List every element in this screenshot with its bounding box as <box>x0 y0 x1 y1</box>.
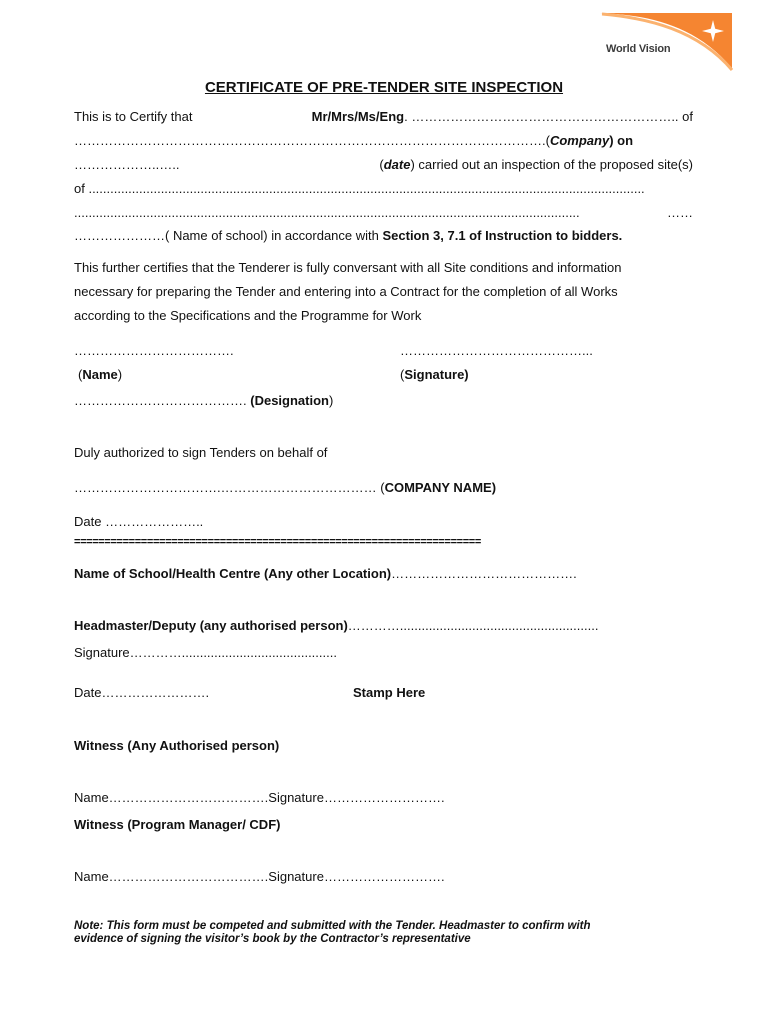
date-open: ( <box>379 157 384 172</box>
company-label: Company <box>549 133 610 148</box>
name-label-text: Name <box>82 367 118 382</box>
name-label <box>78 367 122 382</box>
witness-1-label: Witness (Any Authorised person) <box>74 738 280 753</box>
site-blank-end: …… <box>667 205 693 220</box>
certify-line-1: This further certifies that the Tenderer is fully conversant with all Site conditions and information <box>74 260 622 275</box>
signature-label <box>400 367 469 382</box>
name-blank: . …………………………………………………….. of <box>404 109 693 124</box>
logo-text: World Vision <box>606 43 671 55</box>
headmaster-label: Headmaster/Deputy (any authorised person) <box>74 618 348 633</box>
intro-line-6 <box>74 228 693 243</box>
designation-line <box>74 393 333 408</box>
date-label: date <box>383 157 411 172</box>
company-name-line <box>74 480 496 495</box>
school-line <box>74 566 577 581</box>
headmaster-date-line: Date……………………. <box>74 685 210 700</box>
designation-label: (Designation <box>250 393 329 408</box>
company-name-label: COMPANY NAME) <box>384 480 497 495</box>
section-reference: Section 3, 7.1 of Instruction to bidders. <box>382 228 623 243</box>
designation-dots: …………………………………. <box>74 393 247 408</box>
designation-close: ) <box>328 393 334 408</box>
intro-line-3 <box>74 157 693 172</box>
inspection-text: ) carried out an inspection of the proposed site(s) <box>410 157 693 172</box>
intro-line-1 <box>74 109 693 124</box>
duly-authorized-text: Duly authorized to sign Tenders on behalf of <box>74 445 328 460</box>
world-vision-logo-mark <box>598 10 734 72</box>
headmaster-signature-line: Signature…………........................................... <box>74 645 337 660</box>
name-dots: ………………………………. <box>74 343 234 358</box>
title-options: Mr/Mrs/Ms/Eng <box>311 109 405 124</box>
certify-line-2: necessary for preparing the Tender and entering into a Contract for the completion of all Works <box>74 284 618 299</box>
signature-dots: ……………………………………... <box>400 343 593 358</box>
signature-label-open: ( <box>400 367 405 382</box>
witness-2-line: Name……………………………….Signature………………………. <box>74 869 445 884</box>
note <box>74 920 714 946</box>
intro-text: This is to Certify that <box>74 109 193 124</box>
headmaster-line <box>74 618 598 633</box>
witness-1-line: Name……………………………….Signature………………………. <box>74 790 445 805</box>
date-blank: ………………..….. <box>74 157 180 172</box>
headmaster-dots: …………....................................................... <box>347 618 599 633</box>
page-title: CERTIFICATE OF PRE-TENDER SITE INSPECTION <box>204 79 564 96</box>
note-line-1: Note: This form must be competed and submitted with the Tender. Headmaster to confirm with <box>74 920 591 932</box>
school-label: Name of School/Health Centre (Any other Location) <box>74 566 392 581</box>
stamp-label: Stamp Here <box>353 685 426 700</box>
name-label-close: ) <box>117 367 123 382</box>
site-blank-line: of .......................................................................................................................................................... <box>74 181 645 196</box>
company-label-close: ) on <box>609 133 634 148</box>
name-label-open: ( <box>78 367 83 382</box>
certify-line-3: according to the Specifications and the Programme for Work <box>74 308 422 323</box>
separator: =================================================================== <box>74 536 481 548</box>
note-line-2: evidence of signing the visitor’s book by the Contractor’s representative <box>74 933 471 945</box>
site-blank-dots: ............................................................................................................................................ <box>74 205 580 220</box>
witness-2-label: Witness (Program Manager/ CDF) <box>74 817 281 832</box>
intro-line-2 <box>74 133 693 148</box>
signature-label-text: Signature) <box>404 367 469 382</box>
school-dots: ……………………………………. <box>391 566 577 581</box>
date-line: Date ………………….. <box>74 514 204 529</box>
company-name-dots: …………………………….……………………………… ( <box>74 480 385 495</box>
school-blank: …………………( Name of school) in accordance with <box>74 228 383 243</box>
site-blank-line-2 <box>74 205 693 220</box>
company-blank: ……………………………………………………………………………………………….( <box>74 133 550 148</box>
